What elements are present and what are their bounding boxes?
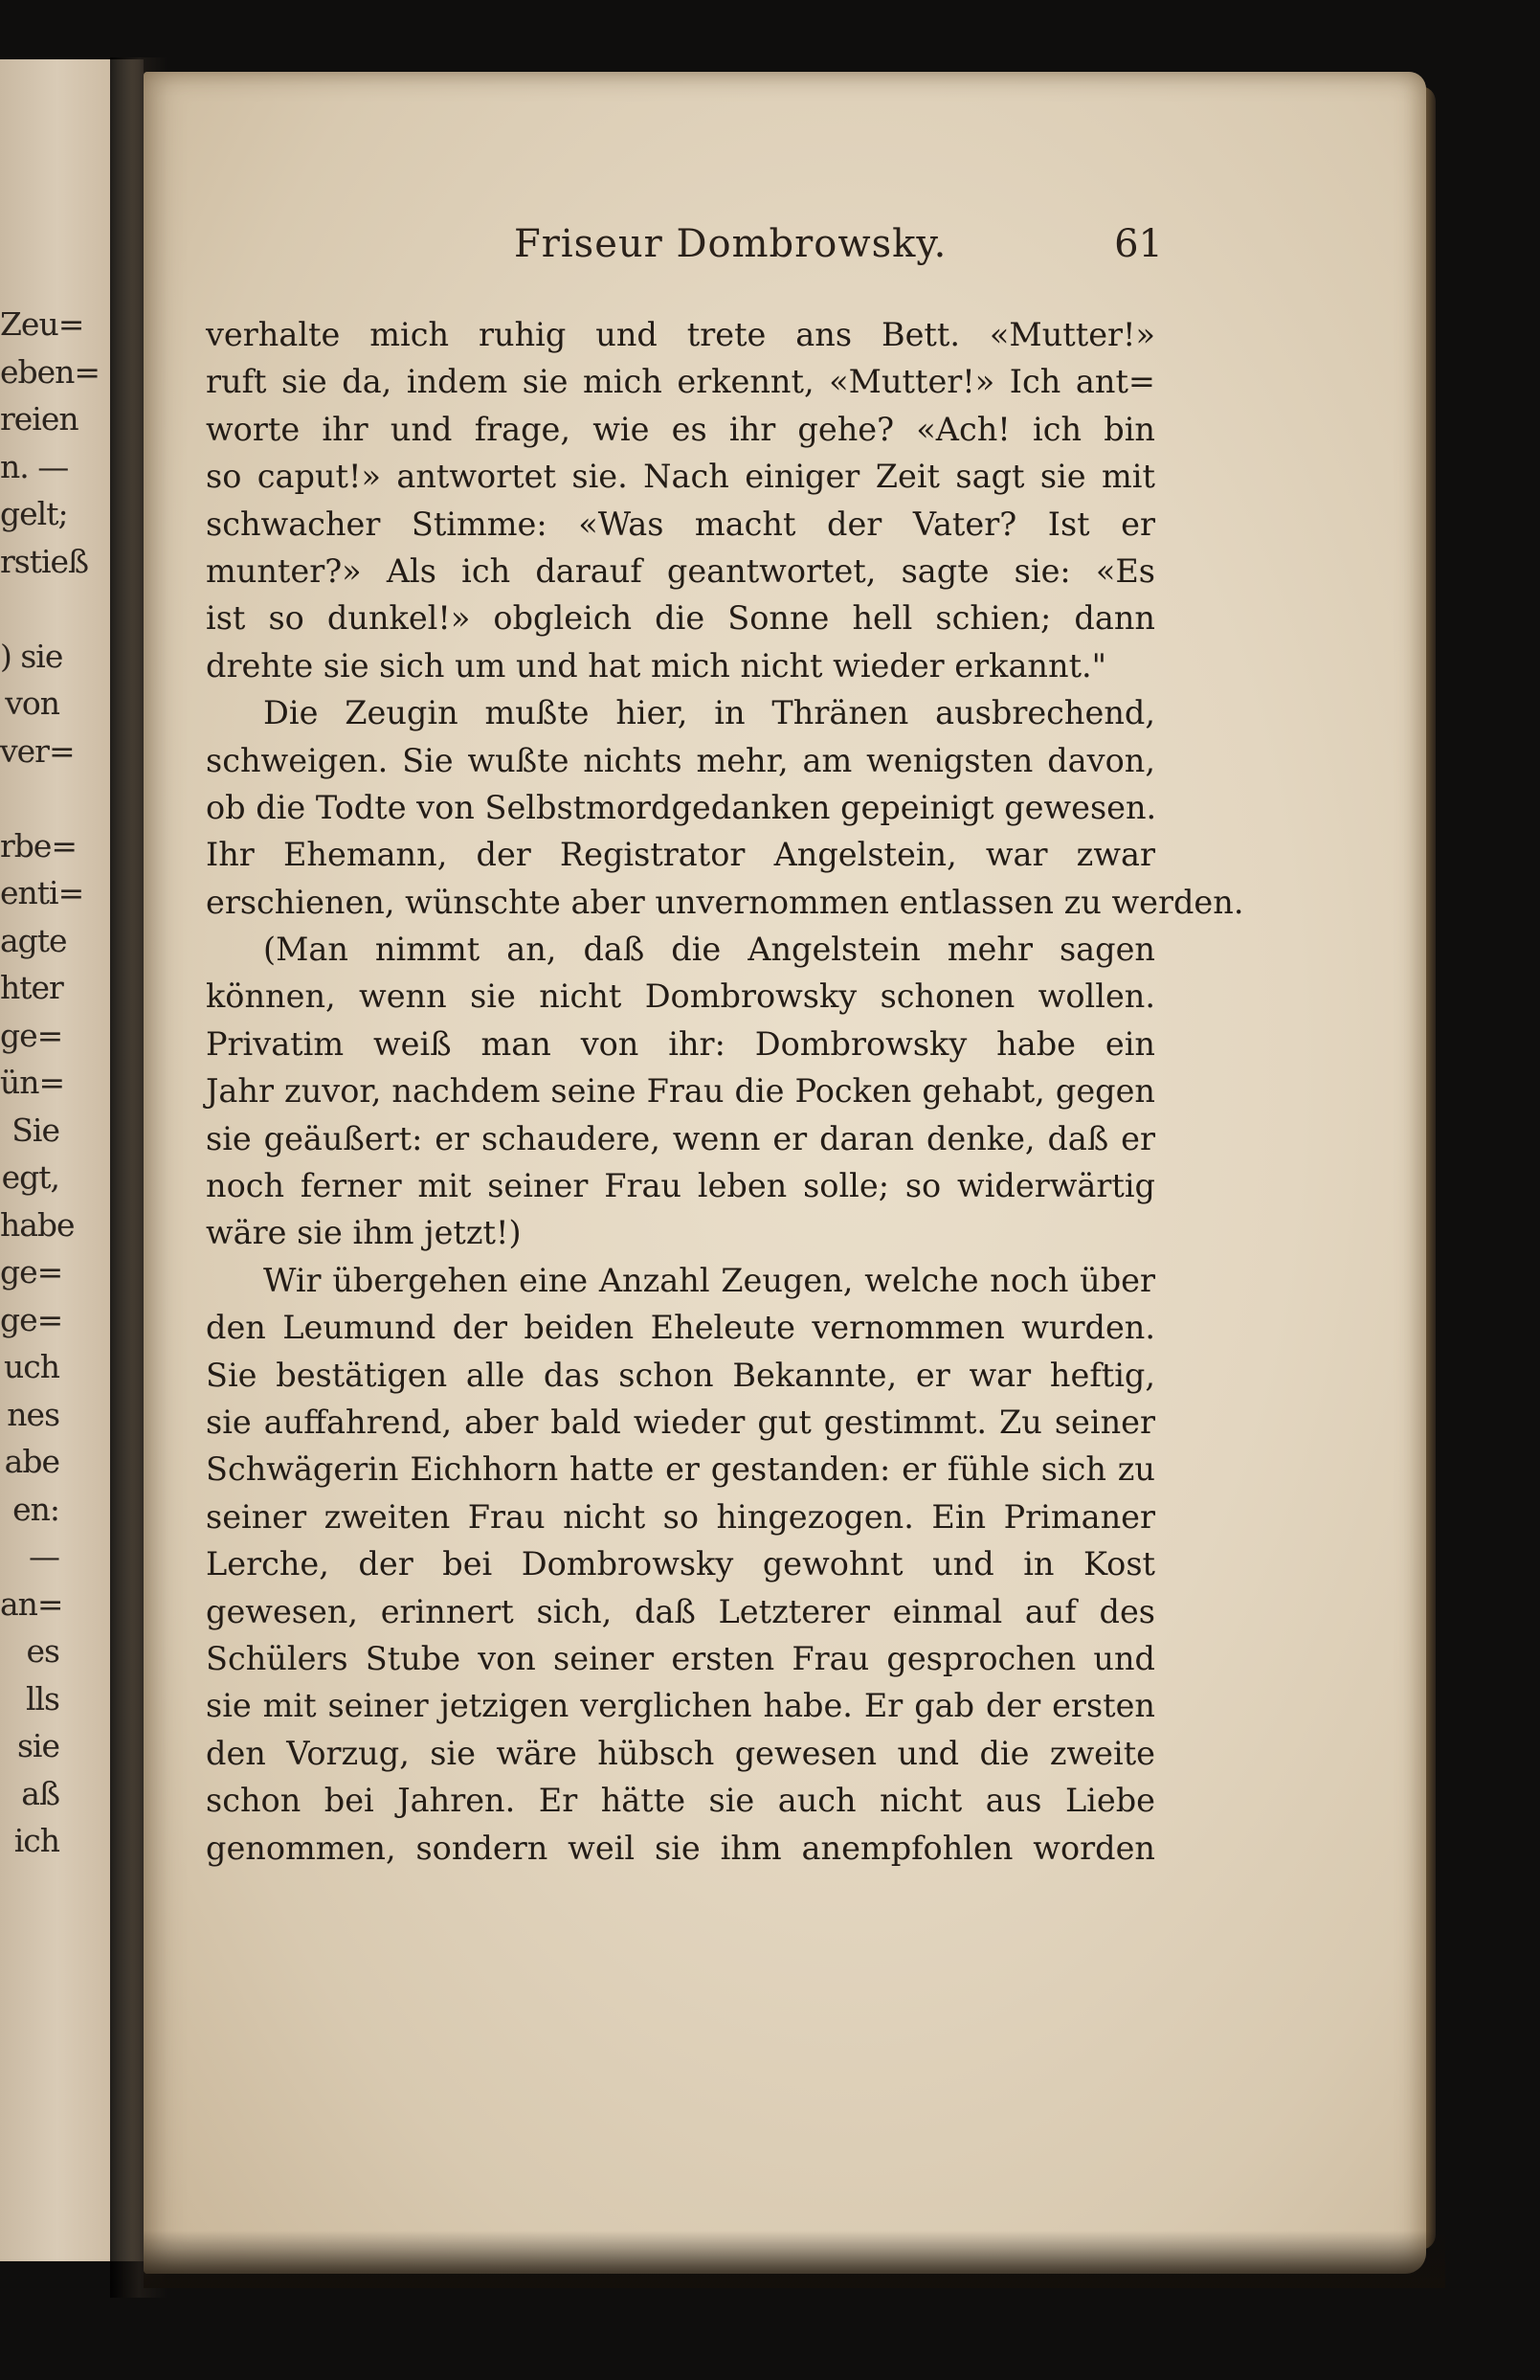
left-fragment: agte — [0, 921, 67, 959]
left-fragment: ge= — [0, 1300, 63, 1338]
left-fragment: ) sie — [0, 637, 63, 675]
text-line: Sie bestätigen alle das schon Bekannte, er war heftig, — [206, 1356, 1155, 1394]
left-fragment — [0, 585, 59, 633]
left-fragment: Zeu= — [0, 305, 84, 343]
left-fragment: lls — [25, 1679, 59, 1718]
text-line: wäre sie ihm jetzt!) — [206, 1214, 522, 1252]
left-fragment: ver= — [0, 731, 75, 770]
left-fragment: n. — — [0, 447, 69, 485]
page-number: 61 — [1114, 222, 1163, 266]
text-line: Wir übergehen eine Anzahl Zeugen, welche noch über — [263, 1261, 1155, 1299]
left-fragment: sie — [16, 1727, 59, 1764]
text-line: erschienen, wünschte aber unvernommen entlassen zu werden. — [206, 883, 1244, 921]
running-head — [206, 222, 1163, 280]
left-fragment: hter — [0, 969, 63, 1006]
text-line: noch ferner mit seiner Frau leben solle; so widerwärtig — [206, 1167, 1155, 1205]
text-line: ruft sie da, indem sie mich erkennt, «Mutter!» Ich ant= — [206, 363, 1155, 401]
left-fragment: egt, — [1, 1158, 59, 1196]
left-fragment: rstieß — [0, 542, 89, 580]
text-line: Schwägerin Eichhorn hatte er gestanden: er fühle sich zu — [206, 1450, 1155, 1489]
body-text — [206, 311, 1244, 1872]
text-line: den Vorzug, sie wäre hübsch gewesen und die zweite — [206, 1734, 1155, 1772]
running-title: Friseur Dombrowsky. — [514, 222, 948, 266]
left-page-text — [0, 301, 100, 1865]
text-line: schon bei Jahren. Er hätte sie auch nicht aus Liebe — [206, 1782, 1155, 1820]
text-line: können, wenn sie nicht Dombrowsky schonen wollen. — [206, 977, 1155, 1016]
left-fragment: nes — [7, 1395, 59, 1433]
left-fragment: gelt; — [0, 495, 68, 532]
text-line: sie geäußert: er schaudere, wenn er daran denke, daß er — [206, 1119, 1155, 1157]
left-fragment: ge= — [0, 1016, 63, 1054]
text-line: ob die Todte von Selbstmordgedanken gepeinigt gewesen. — [206, 788, 1157, 826]
page-bottom-shadow — [144, 2231, 1445, 2288]
text-line: genommen, sondern weil sie ihm anempfohlen worden — [206, 1829, 1155, 1867]
left-fragment: an= — [0, 1584, 63, 1623]
text-line: sie auffahrend, aber bald wieder gut gestimmt. Zu seiner — [206, 1403, 1155, 1441]
text-line: verhalte mich ruhig und trete ans Bett. «Mutter!» — [206, 316, 1155, 353]
left-fragment: abe — [4, 1443, 59, 1480]
left-fragment: enti= — [0, 874, 84, 911]
text-line: Ihr Ehemann, der Registrator Angelstein, war zwar — [206, 836, 1155, 874]
left-fragment: en: — [12, 1490, 59, 1528]
left-fragment: es — [26, 1632, 59, 1670]
left-fragment: ich — [13, 1822, 59, 1859]
text-line: den Leumund der beiden Eheleute vernommen wurden. — [206, 1309, 1155, 1347]
left-fragment: habe — [0, 1205, 75, 1244]
text-line: Privatim weiß man von ihr: Dombrowsky habe ein — [206, 1024, 1155, 1063]
left-fragment: Sie — [11, 1111, 59, 1149]
left-fragment: rbe= — [0, 826, 78, 864]
text-line: (Man nimmt an, daß die Angelstein mehr sagen — [263, 931, 1155, 969]
left-fragment: aß — [21, 1774, 59, 1812]
text-line: seiner zweiten Frau nicht so hingezogen. Ein Primaner — [206, 1497, 1155, 1536]
text-line: sie mit seiner jetzigen verglichen habe. Er gab der ersten — [206, 1687, 1155, 1725]
text-line: ist so dunkel!» obgleich die Sonne hell schien; dann — [206, 599, 1155, 638]
left-fragment: ün= — [0, 1064, 65, 1101]
text-line: worte ihr und frage, wie es ihr gehe? «Ach! ich bin — [206, 410, 1155, 448]
text-line: schwacher Stimme: «Was macht der Vater? Ist er — [206, 505, 1155, 543]
text-line: Schülers Stube von seiner ersten Frau gesprochen und — [206, 1639, 1155, 1677]
text-line: gewesen, erinnert sich, daß Letzterer einmal auf des — [206, 1592, 1155, 1630]
text-line: so caput!» antwortet sie. Nach einiger Zeit sagt sie mit — [206, 458, 1155, 496]
left-fragment — [0, 775, 59, 822]
text-line: Jahr zuvor, nachdem seine Frau die Pocken gehabt, gegen — [206, 1072, 1155, 1111]
left-fragment: uch — [4, 1348, 59, 1385]
left-fragment: reien — [0, 400, 78, 438]
left-fragment: eben= — [0, 352, 100, 391]
left-fragment: von — [5, 685, 59, 722]
text-line: Lerche, der bei Dombrowsky gewohnt und in Kost — [206, 1545, 1155, 1583]
text-line: schweigen. Sie wußte nichts mehr, am wenigsten davon, — [206, 741, 1155, 779]
left-fragment: — — [29, 1538, 59, 1575]
text-line: munter?» Als ich darauf geantwortet, sagte sie: «Es — [206, 551, 1155, 590]
text-line: Die Zeugin mußte hier, in Thränen ausbrechend, — [263, 694, 1155, 732]
text-line: drehte sie sich um und hat mich nicht wieder erkannt." — [206, 646, 1107, 685]
left-fragment: ge= — [0, 1253, 63, 1291]
